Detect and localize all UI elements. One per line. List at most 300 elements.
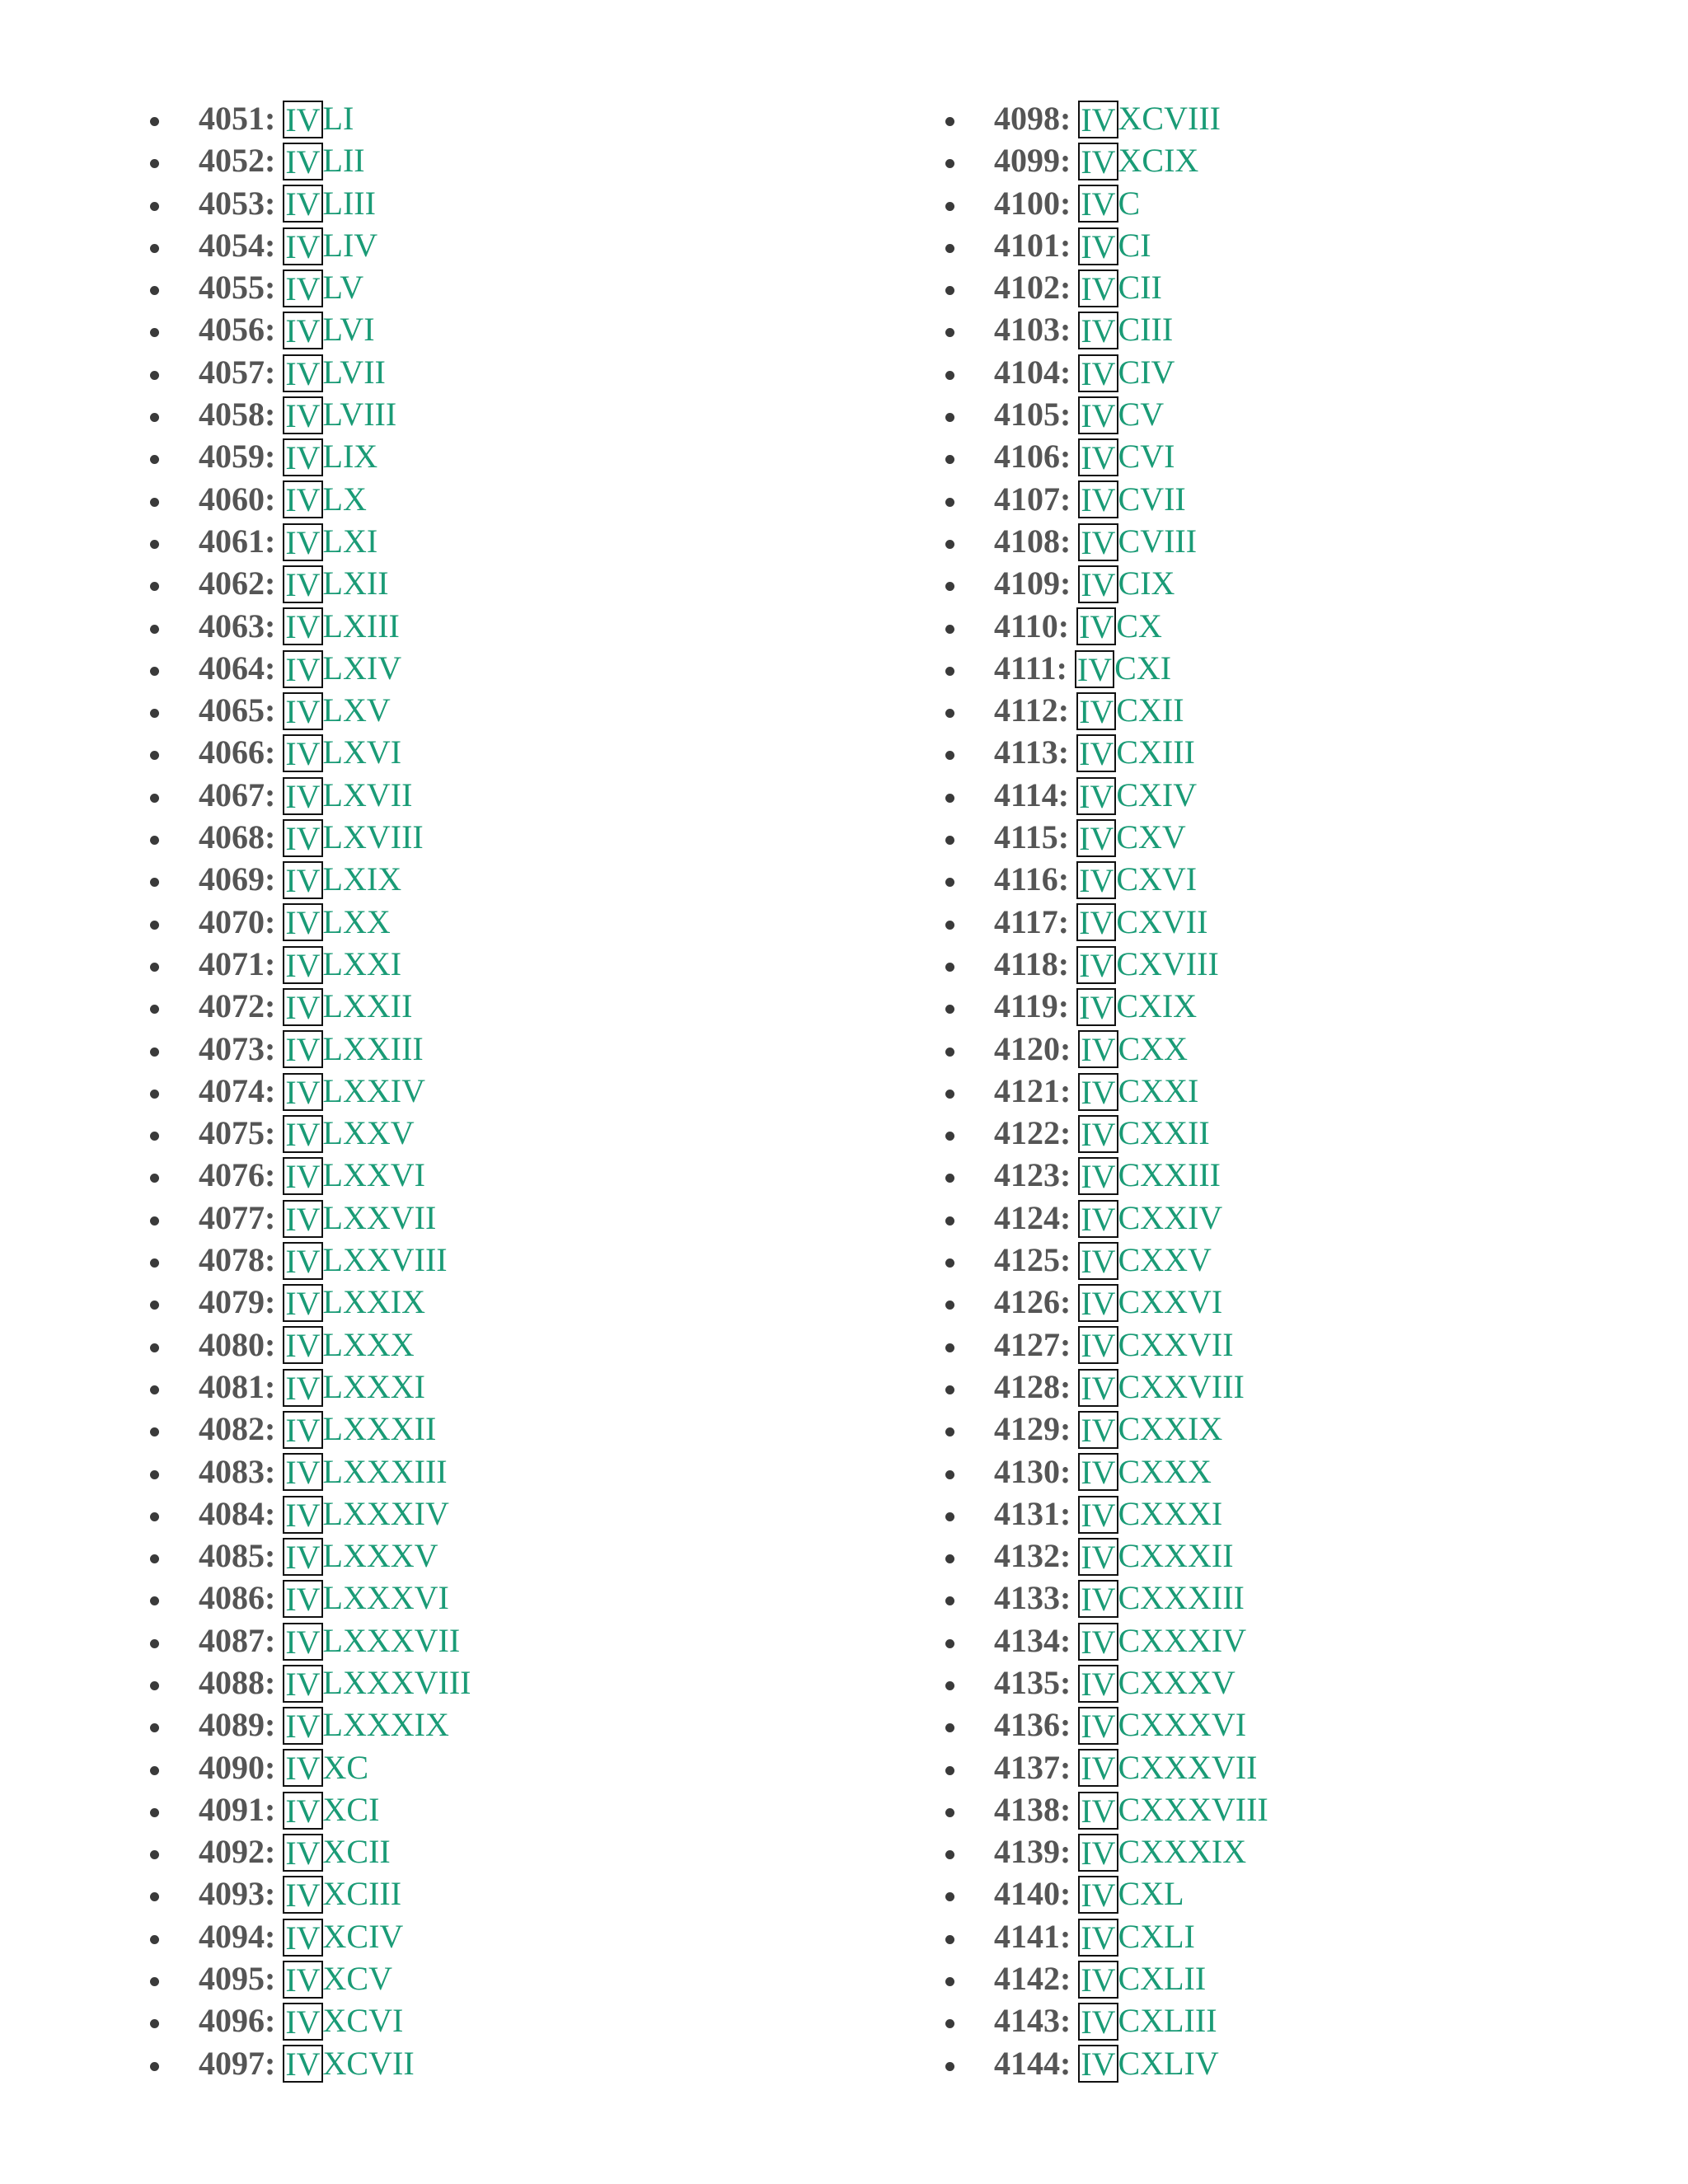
separator-colon: : [1060, 2002, 1071, 2040]
roman-thousands-boxed: IV [283, 1665, 322, 1703]
entry-text [994, 1028, 1188, 1071]
roman-remainder: XCIX [1118, 142, 1199, 180]
bullet-icon [150, 943, 160, 985]
roman-remainder: LXXVI [322, 1156, 425, 1194]
arabic-number: 4051 [199, 100, 265, 137]
roman-remainder: XCII [322, 1833, 391, 1871]
roman-remainder: LXXXVII [322, 1621, 461, 1659]
bullet-icon [945, 562, 955, 604]
bullet-icon [150, 1999, 160, 2041]
roman-thousands-boxed: IV [1076, 777, 1116, 815]
separator-colon: : [265, 1452, 276, 1490]
arabic-number: 4060 [199, 480, 265, 518]
roman-thousands-boxed: IV [283, 946, 322, 984]
roman-remainder: LXXI [322, 944, 402, 982]
bullet-icon [945, 1366, 955, 1408]
bullet-icon [945, 182, 955, 224]
entry-text [994, 1619, 1246, 1663]
roman-thousands-boxed: IV [283, 988, 322, 1026]
entry-text [199, 605, 400, 649]
arabic-number: 4128 [994, 1367, 1060, 1405]
entry-text [199, 1154, 425, 1197]
bullet-icon [945, 520, 955, 562]
roman-thousands-boxed: IV [283, 1707, 322, 1745]
bullet-icon [150, 774, 160, 816]
arabic-number: 4124 [994, 1198, 1060, 1236]
roman-remainder: LXIV [322, 649, 402, 687]
separator-colon: : [1060, 1833, 1071, 1871]
roman-thousands-boxed: IV [1076, 988, 1116, 1026]
bullet-icon [945, 1999, 955, 2041]
bullet-icon [945, 1704, 955, 1746]
bullet-icon [150, 689, 160, 731]
bullet-icon [150, 1704, 160, 1746]
roman-remainder: XCI [322, 1790, 380, 1828]
bullet-icon [150, 478, 160, 520]
entry-text [199, 1028, 424, 1071]
separator-colon: : [1060, 1960, 1071, 1998]
bullet-icon [945, 858, 955, 900]
roman-thousands-boxed: IV [1078, 143, 1118, 180]
roman-thousands-boxed: IV [283, 1919, 322, 1957]
roman-thousands-boxed: IV [283, 903, 322, 941]
arabic-number: 4062 [199, 565, 265, 602]
entry-text [994, 478, 1186, 522]
entry-text [994, 1408, 1222, 1451]
roman-remainder: XCIII [322, 1875, 402, 1913]
bullet-icon [150, 1661, 160, 1704]
bullet-icon [945, 1028, 955, 1070]
roman-thousands-boxed: IV [283, 1369, 322, 1407]
entry-text [199, 647, 401, 691]
arabic-number: 4092 [199, 1833, 265, 1871]
roman-remainder: XCVIII [1118, 100, 1221, 137]
entry-text [994, 308, 1173, 352]
arabic-number: 4114 [994, 776, 1058, 813]
arabic-number: 4112 [994, 691, 1058, 729]
roman-remainder: XCIV [322, 1917, 404, 1955]
entry-text [199, 1197, 436, 1240]
roman-thousands-boxed: IV [283, 269, 322, 307]
roman-thousands-boxed: IV [1078, 1792, 1118, 1830]
entry-text [994, 1830, 1246, 1874]
roman-thousands-boxed: IV [283, 734, 322, 772]
arabic-number: 4119 [994, 987, 1058, 1025]
entry-text [994, 689, 1184, 733]
entry-text [199, 774, 412, 818]
entry-text [199, 1619, 460, 1663]
roman-remainder: CXXXVIII [1118, 1790, 1268, 1828]
roman-thousands-boxed: IV [283, 185, 322, 223]
roman-remainder: CXXVIII [1118, 1367, 1245, 1405]
roman-remainder: XC [322, 1748, 369, 1786]
roman-remainder: LXXVIII [322, 1241, 448, 1279]
arabic-number: 4118 [994, 944, 1058, 982]
bullet-icon [150, 1239, 160, 1281]
separator-colon: : [265, 1029, 276, 1067]
arabic-number: 4140 [994, 1875, 1060, 1913]
roman-remainder: CV [1118, 396, 1165, 434]
bullet-icon [150, 1746, 160, 1788]
roman-remainder: LXXX [322, 1325, 415, 1363]
arabic-number: 4109 [994, 565, 1060, 602]
roman-thousands-boxed: IV [283, 777, 322, 815]
roman-thousands-boxed: IV [1078, 1623, 1118, 1661]
arabic-number: 4054 [199, 226, 265, 264]
separator-colon: : [1060, 269, 1071, 307]
bullet-icon [150, 1408, 160, 1450]
arabic-number: 4052 [199, 142, 265, 180]
separator-colon: : [1060, 480, 1071, 518]
bullet-icon [945, 351, 955, 393]
entry-text [199, 1366, 425, 1409]
arabic-number: 4142 [994, 1960, 1060, 1998]
entry-text [199, 901, 391, 944]
separator-colon: : [1060, 396, 1071, 434]
separator-colon: : [1060, 1114, 1071, 1152]
entry-text [994, 97, 1221, 141]
arabic-number: 4111 [994, 649, 1057, 687]
bullet-icon [945, 478, 955, 520]
roman-thousands-boxed: IV [1076, 692, 1116, 730]
entry-text [199, 1872, 401, 1916]
separator-colon: : [265, 1198, 276, 1236]
bullet-icon [945, 605, 955, 647]
roman-thousands-boxed: IV [283, 396, 322, 434]
arabic-number: 4132 [994, 1537, 1060, 1575]
entry-text [994, 1788, 1268, 1832]
roman-thousands-boxed: IV [283, 1749, 322, 1787]
roman-remainder: LXXIII [322, 1029, 424, 1067]
roman-thousands-boxed: IV [1076, 607, 1116, 645]
roman-thousands-boxed: IV [1078, 1411, 1118, 1449]
arabic-number: 4120 [994, 1029, 1060, 1067]
bullet-icon [945, 1239, 955, 1281]
bullet-icon [150, 647, 160, 689]
separator-colon: : [1057, 776, 1070, 813]
separator-colon: : [1056, 649, 1067, 687]
entry-text [199, 1324, 415, 1367]
arabic-number: 4076 [199, 1156, 265, 1194]
separator-colon: : [1060, 1537, 1071, 1575]
roman-remainder: CXLIII [1118, 2002, 1217, 2040]
roman-thousands-boxed: IV [283, 1411, 322, 1449]
roman-remainder: XCVI [322, 2002, 404, 2040]
roman-thousands-boxed: IV [1078, 1242, 1118, 1280]
roman-thousands-boxed: IV [1076, 861, 1116, 899]
roman-thousands-boxed: IV [283, 1834, 322, 1872]
arabic-number: 4064 [199, 649, 265, 687]
roman-thousands-boxed: IV [1078, 1580, 1118, 1618]
entry-text [994, 520, 1197, 564]
roman-remainder: LVI [322, 311, 375, 349]
bullet-icon [150, 1830, 160, 1872]
roman-thousands-boxed: IV [1078, 101, 1118, 138]
roman-thousands-boxed: IV [283, 1284, 322, 1322]
separator-colon: : [1057, 902, 1070, 940]
entry-text [199, 1535, 438, 1578]
roman-remainder: LXVII [322, 776, 413, 813]
bullet-icon [945, 1197, 955, 1239]
entry-text [199, 689, 391, 733]
entry-text [199, 1451, 448, 1494]
separator-colon: : [1060, 438, 1071, 476]
roman-remainder: CXXIX [1118, 1410, 1223, 1448]
arabic-number: 4102 [994, 269, 1060, 307]
entry-text [994, 731, 1195, 775]
roman-thousands-boxed: IV [1076, 946, 1116, 984]
roman-thousands-boxed: IV [1078, 438, 1118, 476]
entry-text [199, 2042, 415, 2086]
arabic-number: 4096 [199, 2002, 265, 2040]
entry-text [199, 97, 354, 141]
roman-thousands-boxed: IV [1076, 734, 1116, 772]
bullet-icon [150, 1535, 160, 1577]
bullet-icon [945, 1408, 955, 1450]
arabic-number: 4117 [994, 902, 1058, 940]
separator-colon: : [1060, 1156, 1071, 1194]
separator-colon: : [265, 2044, 276, 2082]
roman-remainder: CI [1118, 226, 1151, 264]
separator-colon: : [1060, 522, 1071, 560]
separator-colon: : [265, 311, 276, 349]
bullet-icon [945, 1872, 955, 1915]
bullet-icon [150, 1154, 160, 1196]
roman-thousands-boxed: IV [283, 819, 322, 857]
roman-thousands-boxed: IV [1075, 650, 1114, 688]
bullet-icon [150, 1070, 160, 1112]
roman-remainder: CXXXIX [1118, 1833, 1247, 1871]
roman-thousands-boxed: IV [283, 480, 322, 518]
bullet-icon [945, 1154, 955, 1196]
separator-colon: : [1060, 1875, 1071, 1913]
roman-remainder: CXIX [1116, 987, 1198, 1025]
entry-text [199, 985, 412, 1029]
entry-text [994, 1197, 1222, 1240]
entry-text [994, 1493, 1222, 1536]
separator-colon: : [265, 607, 276, 644]
bullet-icon [945, 1788, 955, 1830]
entry-text [199, 478, 367, 522]
entry-text [994, 901, 1207, 944]
separator-colon: : [265, 1706, 276, 1744]
separator-colon: : [1060, 1452, 1071, 1490]
entry-text [994, 1577, 1245, 1620]
roman-remainder: CXXI [1118, 1071, 1199, 1109]
bullet-icon [150, 985, 160, 1027]
separator-colon: : [265, 142, 276, 180]
entry-text [994, 985, 1197, 1029]
entry-text [199, 1957, 392, 2001]
entry-text [994, 1112, 1210, 1155]
arabic-number: 4144 [994, 2044, 1060, 2082]
separator-colon: : [1057, 818, 1070, 856]
entry-text [994, 858, 1197, 902]
roman-thousands-boxed: IV [1078, 1707, 1118, 1745]
separator-colon: : [1060, 1748, 1071, 1786]
separator-colon: : [1060, 1579, 1071, 1617]
roman-remainder: CXXII [1118, 1114, 1210, 1152]
bullet-icon [150, 901, 160, 943]
roman-remainder: CXXVII [1118, 1325, 1234, 1363]
roman-thousands-boxed: IV [283, 1792, 322, 1830]
arabic-number: 4056 [199, 311, 265, 349]
roman-remainder: LXI [322, 522, 378, 560]
arabic-number: 4055 [199, 269, 265, 307]
roman-remainder: LXXXV [322, 1537, 438, 1575]
separator-colon: : [265, 565, 276, 602]
separator-colon: : [1060, 565, 1071, 602]
entry-text [994, 1239, 1212, 1282]
bullet-icon [945, 816, 955, 858]
arabic-number: 4087 [199, 1621, 265, 1659]
roman-remainder: LII [322, 142, 365, 180]
roman-remainder: LXXVII [322, 1198, 437, 1236]
entry-text [199, 351, 386, 395]
roman-remainder: CXXIII [1118, 1156, 1221, 1194]
entry-text [994, 816, 1186, 860]
roman-remainder: LXIII [322, 607, 400, 644]
arabic-number: 4141 [994, 1917, 1060, 1955]
roman-remainder: XCV [322, 1960, 392, 1998]
arabic-number: 4139 [994, 1833, 1060, 1871]
separator-colon: : [265, 1410, 276, 1448]
arabic-number: 4081 [199, 1367, 265, 1405]
entry-text [199, 1493, 449, 1536]
separator-colon: : [265, 1367, 276, 1405]
arabic-number: 4130 [994, 1452, 1060, 1490]
arabic-number: 4057 [199, 353, 265, 391]
roman-thousands-boxed: IV [283, 607, 322, 645]
separator-colon: : [265, 1663, 276, 1701]
entry-text [994, 1366, 1245, 1409]
arabic-number: 4107 [994, 480, 1060, 518]
separator-colon: : [265, 522, 276, 560]
separator-colon: : [1060, 1621, 1071, 1659]
roman-remainder: LXXIX [322, 1283, 425, 1321]
entry-text [994, 605, 1162, 649]
separator-colon: : [265, 1748, 276, 1786]
entry-text [199, 1661, 471, 1705]
separator-colon: : [265, 818, 276, 856]
arabic-number: 4079 [199, 1283, 265, 1321]
arabic-number: 4074 [199, 1071, 265, 1109]
separator-colon: : [1060, 311, 1071, 349]
roman-thousands-boxed: IV [283, 1157, 322, 1195]
bullet-icon [945, 266, 955, 308]
arabic-number: 4101 [994, 226, 1060, 264]
roman-remainder: LVII [322, 353, 386, 391]
roman-remainder: LXIX [322, 860, 402, 898]
roman-thousands-boxed: IV [1078, 1284, 1118, 1322]
arabic-number: 4053 [199, 184, 265, 222]
separator-colon: : [265, 1156, 276, 1194]
entry-text [199, 1239, 448, 1282]
arabic-number: 4069 [199, 860, 265, 898]
bullet-icon [150, 2042, 160, 2084]
entry-text [994, 182, 1140, 226]
bullet-icon [945, 435, 955, 477]
entry-text [199, 1915, 403, 1959]
entry-text [994, 1957, 1206, 2001]
roman-remainder: CXXXI [1118, 1494, 1223, 1532]
arabic-number: 4100 [994, 184, 1060, 222]
arabic-number: 4135 [994, 1663, 1060, 1701]
arabic-number: 4075 [199, 1114, 265, 1152]
roman-remainder: LX [322, 480, 367, 518]
bullet-icon [945, 1915, 955, 1957]
separator-colon: : [265, 1790, 276, 1828]
entry-text [994, 266, 1162, 310]
arabic-number: 4106 [994, 438, 1060, 476]
roman-remainder: LXXXVI [322, 1579, 449, 1617]
separator-colon: : [1057, 987, 1070, 1025]
arabic-number: 4059 [199, 438, 265, 476]
arabic-number: 4097 [199, 2044, 265, 2082]
separator-colon: : [1060, 1241, 1071, 1279]
roman-thousands-boxed: IV [1078, 227, 1118, 265]
entry-text [199, 266, 363, 310]
arabic-number: 4063 [199, 607, 265, 644]
separator-colon: : [265, 733, 276, 771]
bullet-icon [945, 1112, 955, 1154]
separator-colon: : [265, 649, 276, 687]
roman-thousands-boxed: IV [283, 2003, 322, 2041]
arabic-number: 4077 [199, 1198, 265, 1236]
roman-remainder: LXVIII [322, 818, 424, 856]
roman-remainder: CIV [1118, 353, 1175, 391]
separator-colon: : [1060, 1790, 1071, 1828]
separator-colon: : [265, 1833, 276, 1871]
arabic-number: 4094 [199, 1917, 265, 1955]
roman-remainder: LXXXVIII [322, 1663, 471, 1701]
separator-colon: : [1060, 184, 1071, 222]
bullet-icon [150, 435, 160, 477]
arabic-number: 4073 [199, 1029, 265, 1067]
separator-colon: : [265, 2002, 276, 2040]
arabic-number: 4083 [199, 1452, 265, 1490]
bullet-icon [945, 1661, 955, 1704]
separator-colon: : [265, 184, 276, 222]
separator-colon: : [1060, 100, 1071, 137]
separator-colon: : [265, 480, 276, 518]
roman-remainder: XCVII [322, 2044, 415, 2082]
roman-thousands-boxed: IV [283, 1876, 322, 1914]
entry-text [994, 1451, 1212, 1494]
entry-text [199, 224, 377, 268]
arabic-number: 4136 [994, 1706, 1060, 1744]
roman-remainder: C [1118, 184, 1141, 222]
separator-colon: : [1057, 860, 1070, 898]
separator-colon: : [1060, 1494, 1071, 1532]
roman-thousands-boxed: IV [283, 1030, 322, 1068]
arabic-number: 4086 [199, 1579, 265, 1617]
bullet-icon [150, 1577, 160, 1619]
separator-colon: : [1060, 1410, 1071, 1448]
separator-colon: : [265, 1325, 276, 1363]
roman-thousands-boxed: IV [1076, 903, 1116, 941]
bullet-icon [150, 858, 160, 900]
arabic-number: 4072 [199, 987, 265, 1025]
roman-thousands-boxed: IV [1078, 1919, 1118, 1957]
roman-thousands-boxed: IV [283, 1538, 322, 1576]
roman-remainder: LXVI [322, 733, 402, 771]
separator-colon: : [265, 1241, 276, 1279]
roman-thousands-boxed: IV [283, 354, 322, 392]
bullet-icon [945, 985, 955, 1027]
roman-remainder: LXXXIII [322, 1452, 448, 1490]
roman-remainder: CVIII [1118, 522, 1198, 560]
